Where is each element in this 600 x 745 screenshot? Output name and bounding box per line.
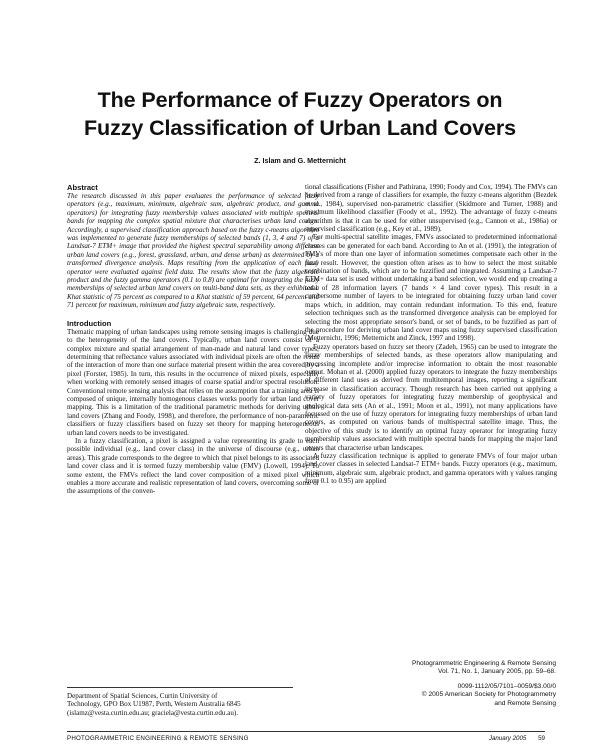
body-paragraph-2: For multi-spectral satellite images, FMVs associated to predetermined informational classes can be generated for each band. According to An et al. (1991), the integration of FMVs of more than one layer of information sometimes compensate each other in the final result. However, the question often arises as to how to select the most suitable combination of bands, which are to be fuzzified and integrated. Assuming a Landsat-7 ETM+ data set is used without undertaking a band selection, we would end up creating a total of 28 information layers (7 bands × 4 land cover types). This result in a cumbersome number of layers to be integrated for obtaining fuzzy urban land cover maps which, in addition, may contain redundant information. To this end, feature selection techniques such as the transformed divergence analysis can be employed for selecting the most appropriate sensor's band, or set of bands, to be fuzzified as part of the procedure for deriving urban land cover maps using fuzzy supervised classification (Metternicht, 1996; Metternicht and Zinck, 1997 and 1998). <box>305 233 557 343</box>
footer-rule <box>67 731 545 732</box>
journal-name: Photogrammetric Engineering & Remote Sensing <box>411 660 556 667</box>
affiliation-line-2: Technology, GPO Box U1987, Perth, Western Australia 6845 <box>67 700 241 709</box>
introduction-paragraph-2: In a fuzzy classification, a pixel is assigned a value representing its grade to each possible individual (e.g., land cover class) in the universe of discourse (e.g., urban areas). This grade corresponds to the degree to which that pixel belongs to its associated land cover class and it is termed fuzzy membership value (FMV) (Lowell, 1994). To some extent, the FMVs reflect the land cover composition of a mixed pixel which enables a more accurate and realistic representation of land covers, overcoming some of the assumptions of the conven- <box>67 436 319 496</box>
journal-info <box>376 660 556 708</box>
body-paragraph-4: A fuzzy classification technique is applied to generate FMVs of four major urban land cover classes in selected Landsat-7 ETM+ bands. Fuzzy operators (e.g., maximum, minimum, algebraic sum, algebraic product, and gamma operators with γ values ranging from 0.1 to 0.95) are applied <box>305 452 557 486</box>
abstract-text: The research discussed in this paper evaluates the performance of selected fuzzy operators (e.g., maximum, minimum, algebraic sum, algebraic product, and gamma operators) for integrating fuzzy membership values associated with multiple spectral bands for mapping the complex spatial mixture that characterises urban land covers. Accordingly, a supervised classification approach based on the fuzzy c-means algorithm was implemented to generate fuzzy memberships of selected bands (1, 3, 4 and 7) of a Landsat-7 ETM+ image that provided the highest spectral separability among different urban land covers (e.g., forest, grassland, urban, and dense urban) as determined by a transformed divergence analysis. Maps resulting from the application of each fuzzy operator were evaluated against field data. The results show that the fuzzy algebraic product and the fuzzy gamma operators (0.1 to 0.8) are optimal for integrating the fuzzy memberships of selected urban land covers on multi-band data sets, as they exhibited a Khat statistic of 75 percent as compared to a Khat statistic of 59 percent, 64 percent and 71 percent for maximum, minimum and fuzzy algebraic sum, respectively. <box>67 192 319 310</box>
journal-copyright-2: and Remote Sensing <box>494 699 556 707</box>
author-affiliation <box>67 687 293 717</box>
journal-copyright: © 2005 American Society for Photogrammetry <box>421 691 556 699</box>
footer-page-info <box>489 735 545 742</box>
journal-volume: Vol. 71, No. 1, January 2005, pp. 59–68. <box>437 668 556 676</box>
page-number: 59 <box>538 735 545 742</box>
title-line-2: Fuzzy Classification of Urban Land Covers <box>84 116 516 140</box>
journal-code: 0099-1112/05/7101–0059/$3.00/0 <box>457 682 556 690</box>
footer-journal: PHOTOGRAMMETRIC ENGINEERING & REMOTE SENSING <box>67 735 249 742</box>
affiliation-line-1: Department of Spatial Sciences, Curtin University of <box>67 692 218 700</box>
affiliation-line-3: (islamz@vesta.curtin.edu.au; graciela@vesta.curtin.edu.au). <box>67 708 239 717</box>
body-paragraph-3: Fuzzy operators based on fuzzy set theory (Zadeh, 1965) can be used to integrate the fuzzy memberships of selected bands, as these operators allow manipulating and processing incomplete and/or imprecise information to obtain the most reasonable output. Mohan et al. (2000) applied fuzzy operators to integrate the fuzzy memberships of different land uses as derived from multitemporal images, reporting a significant increase in classification accuracy. Though research has been carried out applying a variety of fuzzy operators for integrating fuzzy membership of geophysical and geological data sets (An et al., 1991; Moon et al., 1991), not many applications have focussed on the use of fuzzy operators for integrating fuzzy memberships of urban land covers, as computed on various bands of multispectral satellite image. Thus, the objective of this study is to identify an optimal fuzzy operator for integrating fuzzy membership values associated with multiple spectral bands for mapping the major land covers that characterise urban landscapes. <box>305 342 557 452</box>
right-column <box>305 183 557 486</box>
title-line-1: The Performance of Fuzzy Operators on <box>97 88 503 112</box>
author-list: Z. Islam and G. Metternicht <box>254 156 346 165</box>
footer-date: January 2005 <box>488 735 527 742</box>
introduction-paragraph-1: Thematic mapping of urban landscapes using remote sensing images is challenging due to the heterogeneity of the land covers. Typically, urban land covers consist of a complex mixture and spatial arrangement of man-made and natural land cover types; determining that reflectance values associated with individual pixels are often the result of the interaction of more than one surface material present within the area covered by a pixel (Forster, 1985). In turn, this results in the occurrence of mixed pixels, especially when working with remotely sensed images of coarse spatial and/or spectral resolution. Conventional remote sensing analysis that relies on the assumption that a training area is composed of unique, internally homogenous classes works poorly for urban land cover mapping. This is a limitation of the traditional parametric methods for deriving urban land covers (Zhang and Foody, 1998), and therefore, the performance of non-parametric classifiers or fuzzy classifiers based on fuzzy set theory for mapping heterogeneous urban land covers needs to be investigated. <box>67 327 319 437</box>
left-column <box>67 183 319 496</box>
abstract-heading: Abstract <box>67 183 98 192</box>
body-paragraph-1: tional classifications (Fisher and Pathirana, 1990; Foody and Cox, 1994). The FMVs can be derived from a range of classifiers for example, the fuzzy c-means algorithm (Bezdek et al., 1984), supervised non-parametric classifier (Skidmore and Turner, 1988) and maximum likelihood classifier (Foody et al., 1992). The advantage of fuzzy c-means algorithm is that it can be used for either unsupervised (e.g., Cannon et al., 1986a) or supervised classification (e.g., Key et al., 1989). <box>305 183 557 234</box>
introduction-heading: Introduction <box>67 318 112 328</box>
paper-title <box>40 86 560 142</box>
